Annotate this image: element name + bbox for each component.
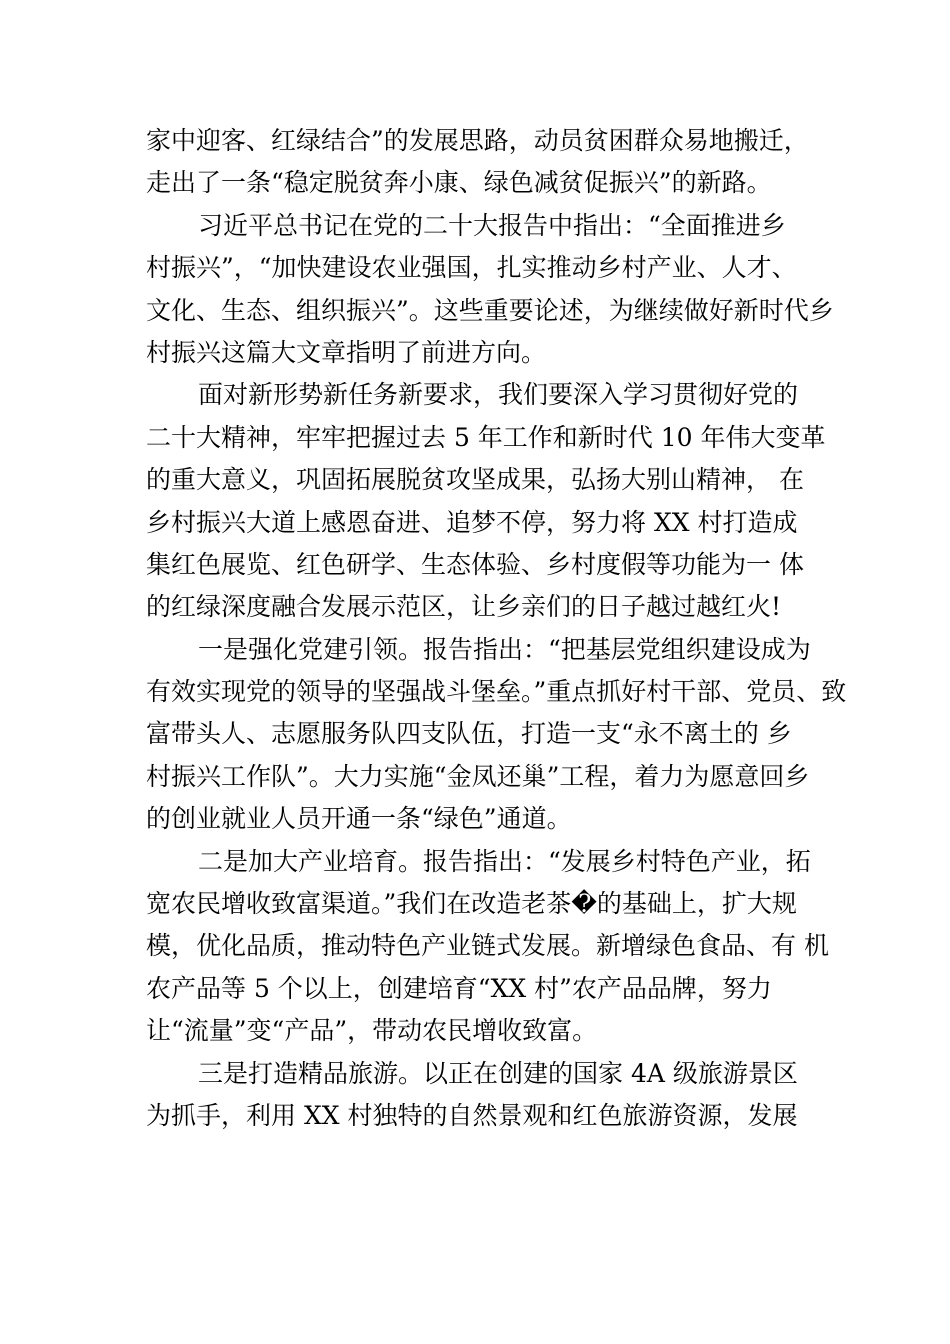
paragraph-start-line: 一是强化党建引领。报告指出：“把基层党组织建设成为 (198, 634, 811, 664)
text-line: 家中迎客、红绿结合”的发展思路，动员贫困群众易地搬迁， (146, 126, 809, 155)
text-line: 的重大意义，巩固拓展脱贫攻坚成果，弘扬大别山精神， 在 (146, 465, 804, 495)
text-line: 富带头人、志愿服务队四支队伍，打造一支“永不离土的 乡 (146, 719, 792, 749)
text-line: 村振兴这篇大文章指明了前进方向。 (146, 337, 547, 367)
paragraph-start-line: 三是打造精品旅游。以正在创建的国家 4A 级旅游景区 (198, 1058, 798, 1088)
text-line: 集红色展览、红色研学、生态体验、乡村度假等功能为一 体 (146, 549, 804, 579)
text-line: 乡村振兴大道上感恩奋进、追梦不停，努力将 XX 村打造成 (146, 507, 798, 537)
text-line: 的红绿深度融合发展示范区，让乡亲们的日子越过越红火! (146, 592, 782, 622)
paragraph-start-line: 面对新形势新任务新要求，我们要深入学习贯彻好党的 (198, 380, 799, 410)
text-line: 有效实现党的领导的坚强战斗堡垒。”重点抓好村干部、党员、致 (146, 677, 847, 707)
paragraph-start-line: 习近平总书记在党的二十大报告中指出：“全面推进乡 (198, 210, 786, 240)
text-line: 模，优化品质，推动特色产业链式发展。新增绿色食品、有 机 (146, 931, 829, 961)
body-text (146, 120, 847, 1137)
text-line: 走出了一条“稳定脱贫奔小康、绿色减贫促振兴”的新路。 (146, 168, 772, 198)
text-line: 农产品等 5 个以上，创建培育“XX 村”农产品品牌，努力 (146, 973, 772, 1003)
text-line: 让“流量”变“产品”，带动农民增收致富。 (146, 1016, 598, 1046)
text-line: 村振兴”，“加快建设农业强国，扎实推动乡村产业、人才、 (146, 253, 797, 283)
text-line: 宽农民增收致富渠道。”我们在改造老茶�的基础上，扩大规 (146, 889, 797, 919)
text-line: 文化、生态、组织振兴”。这些重要论述，为继续做好新时代乡 (146, 295, 834, 325)
text-line: 二十大精神，牢牢把握过去 5 年工作和新时代 10 年伟大变革 (146, 422, 826, 452)
text-line: 为抓手，利用 XX 村独特的自然景观和红色旅游资源，发展 (146, 1100, 798, 1130)
text-line: 村振兴工作队”。大力实施“金凤还巢”工程，着力为愿意回乡 (146, 761, 810, 791)
text-line: 的创业就业人员开通一条“绿色”通道。 (146, 804, 572, 834)
paragraph-start-line: 二是加大产业培育。报告指出：“发展乡村特色产业，拓 (198, 846, 811, 876)
